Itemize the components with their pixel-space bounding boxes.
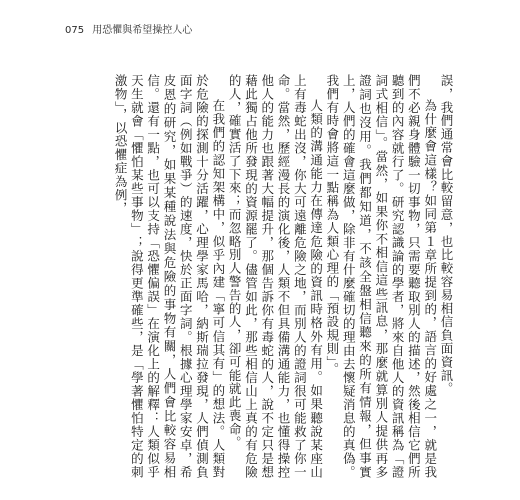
paragraph: 為什麼會這樣？如同第１章所提到的，語言的好處之一，就是我們不必親身體驗一切事物，只需要聽取別人的描述，然後相信它們所聽到的內容就行了。研究認識論的學者，將來自他人的資訊稱為「證詞式相信」。當然，如果你不相信這些訊息，那麼就算別人提供再多證詞也沒用。我們都知道，不該全盤相信聽來的所有情報，但事實上，人們的確會這麼做，除非有什麼確切的理由去懷疑消息的真偽。我們有時會將這一點稱為人類心理的「預設規則」。	[324, 74, 438, 479]
body-text	[54, 74, 454, 479]
page-number: 075	[65, 25, 85, 36]
paragraph: 人類的溝通能力在傳達危險的資訊時格外有用。如果聽說某座山上有毒蛇出沒，你大可遠離危險之地，而別人的證詞很可能救了你一命。當然，歷經漫長的演化後，人類不但具備溝通能力，也懂得操控他人的能力也跟著大幅提升，那個告訴你有毒蛇的人，說不定只是想藉此獨占他所發現的資源罷了。儘管如此，那些相信山上真的有危險的人，確實活了下來；而忽略別人警告的人，卻可能就此喪命。	[227, 74, 324, 479]
paragraph: 誤，我們通常會比較留意，也比較容易相信負面資訊。	[439, 74, 454, 396]
running-title: 用恐懼與希望操控人心	[92, 25, 193, 36]
paragraph: 在我們的認知架構中，似乎內建「寧可信其有」的想法。人類對於危險的探測十分活躍，心理學家馬哈，納斯瑞拉發現，人們偵測負面字詞（例如戰爭）的速度，快於正面字詞。根據心理學家安卓，希皮恩的研究，如果某種說法與危險的事物有關，人們會比較容易相信。還有一點，也可以支持「恐懼偏誤」在演化上的解釋：人類似乎天生就會「懼怕某些事物」；說得更準確些，是「學著懼怕特定的刺激物」，以恐懼症為例，	[113, 74, 226, 479]
running-header	[65, 21, 192, 36]
